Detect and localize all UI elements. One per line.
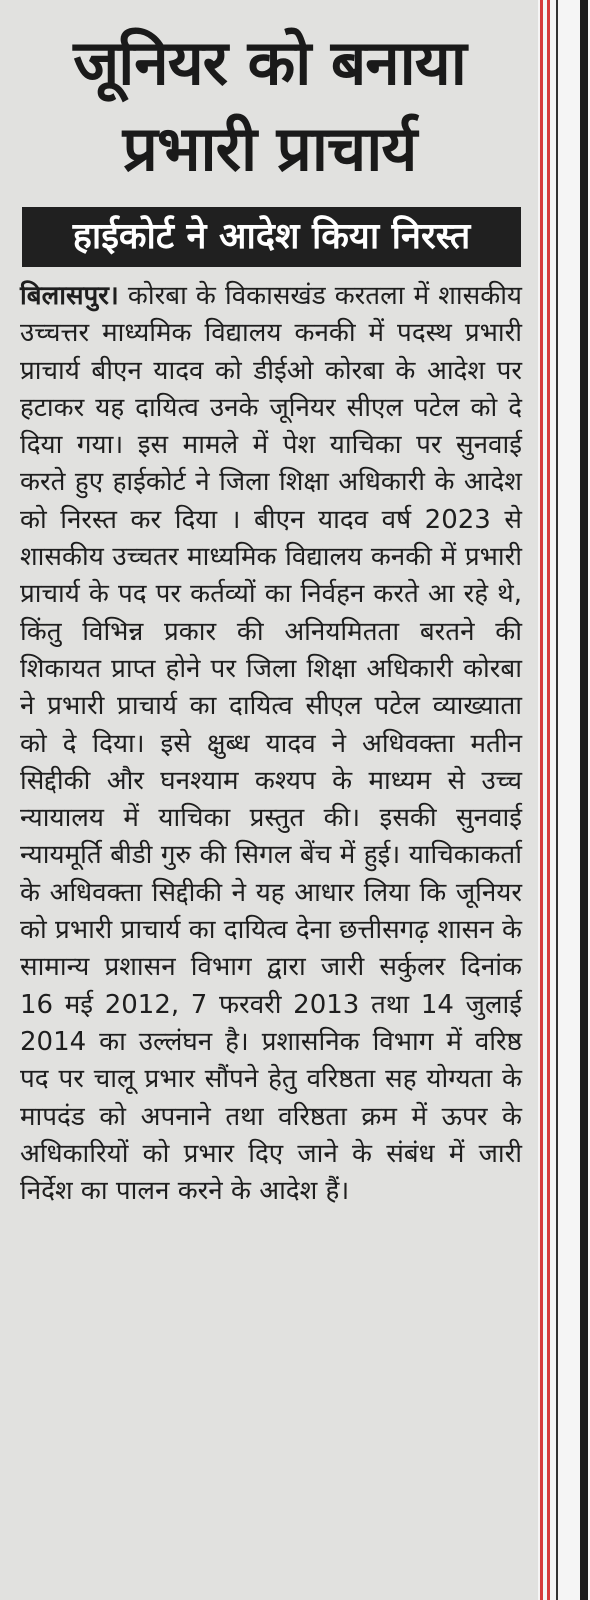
column-border-dark [556,0,558,1600]
headline: जूनियर को बनाया प्रभारी प्राचार्य [73,26,466,185]
subheadline-banner: हाईकोर्ट ने आदेश किया निरस्त [22,207,521,267]
article-body-text: कोरबा के विकासखंड करतला में शासकीय उच्चत्तर माध्यमिक विद्यालय कनकी में पदस्थ प्रभारी प्राचार्य बीएन यादव को डीईओ कोरबा के आदेश पर हटाकर यह दायित्व उनके जूनियर सीएल पटेल को दे दिया गया। इस मामले में पेश याचिका पर सुनवाई करते हुए हाईकोर्ट ने जिला शिक्षा अधिकारी के आदेश को निरस्त कर दिया । बीएन यादव वर्ष 2023 से शासकीय उच्चतर माध्यमिक विद्यालय कनकी में प्रभारी प्राचार्य के पद पर कर्तव्यों का निर्वहन करते आ रहे थे, किंतु विभिन्न प्रकार की अनियमितता बरतने की शिकायत प्राप्त होने पर जिला शिक्षा अधिकारी कोरबा ने प्रभारी प्राचार्य का दायित्व सीएल पटेल व्याख्याता को दे दिया। इसे क्षुब्ध यादव ने अधिवक्ता मतीन सिद्दीकी और घनश्याम कश्यप के माध्यम से उच्च न्यायालय में याचिका प्रस्तुत की। इसकी सुनवाई न्यायमूर्ति बीडी गुरु की सिगल बेंच में हुई। याचिकाकर्ता के अधिवक्ता सिद्दीकी ने यह आधार लिया कि जूनियर को प्रभारी प्राचार्य का दायित्व देना छत्तीसगढ़ शासन के सामान्य प्रशासन विभाग द्वारा जारी सर्कुलर दिनांक 16 मई 2012, 7 फरवरी 2013 तथा 14 जुलाई 2014 का उल्लंघन है। प्रशासनिक विभाग में वरिष्ठ पद पर चालू प्रभार सौंपने हेतु वरिष्ठता सह योग्यता के मापदंड को अपनाने तथा वरिष्ठता क्रम में ऊपर के अधिकारियों को प्रभार दिए जाने के संबंध में जारी निर्देश का पालन करने के आदेश हैं। [20,281,523,1207]
column-border-red-outer [540,0,543,1600]
article-body [20,278,522,1210]
dateline: बिलासपुर। [20,281,119,311]
page-edge-dark [580,0,588,1600]
column-border-red-inner [547,0,550,1600]
